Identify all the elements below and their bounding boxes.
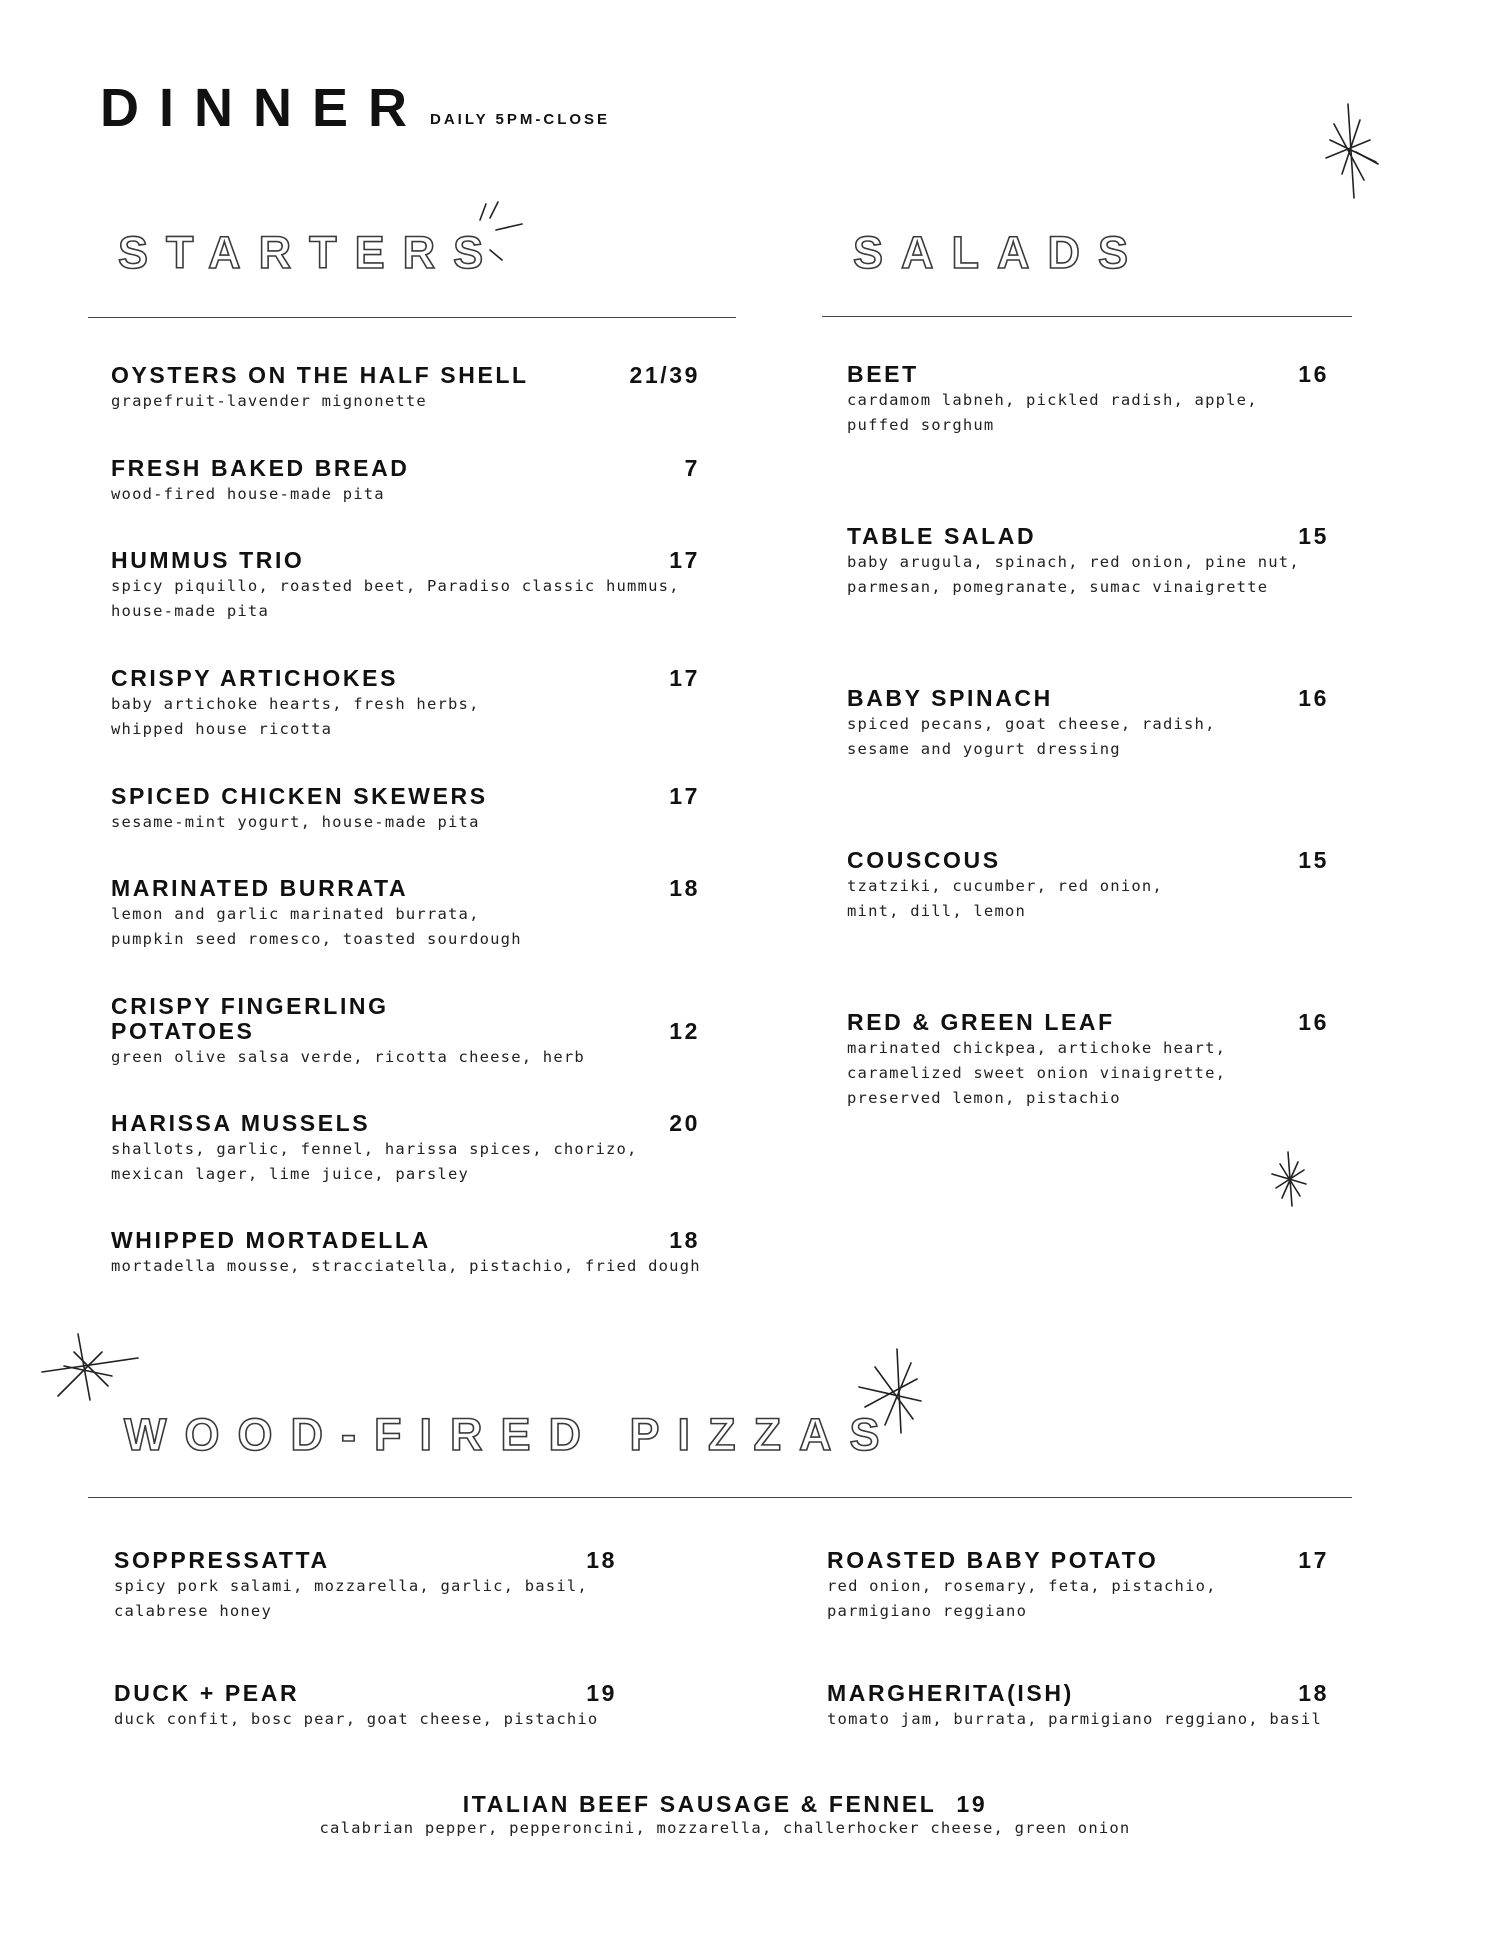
item-desc-line: whipped house ricotta [111,720,333,738]
item-desc-line: spiced pecans, goat cheese, radish, [847,715,1216,733]
item-name: TABLE SALAD [847,523,1037,549]
item-price: 18 [669,875,700,901]
item-desc-line: sesame and yogurt dressing [847,740,1121,758]
item-price: 17 [1298,1547,1329,1573]
starburst-lines-icon [462,198,528,268]
item-price: 20 [669,1110,700,1136]
item-price: 18 [586,1547,617,1573]
menu-item [827,1681,1329,1731]
item-name: BABY SPINACH [847,685,1053,711]
item-name: MARGHERITA(ISH) [827,1680,1074,1706]
menu-item [827,1548,1329,1623]
item-desc-line: mortadella mousse, stracciatella, pistachio, fried dough [111,1257,701,1275]
item-desc-line: calabrese honey [114,1602,272,1620]
item-desc-line: red onion, rosemary, feta, pistachio, [827,1577,1217,1595]
menu-item [111,666,700,741]
item-desc-line: calabrian pepper, pepperoncini, mozzarella, challerhocker cheese, green onion [319,1819,1131,1837]
item-desc-line: cardamom labneh, pickled radish, apple, [847,391,1258,409]
item-price: 15 [1298,847,1329,873]
sparkle-icon [1268,1150,1312,1210]
item-desc-line: spicy piquillo, roasted beet, Paradiso classic hummus, [111,577,680,595]
item-desc-line: parmesan, pomegranate, sumac vinaigrette [847,578,1269,596]
menu-title: DINNER [100,78,428,138]
item-name: BEET [847,361,919,387]
item-name: COUSCOUS [847,847,1001,873]
sparkle-icon [855,1345,925,1435]
menu-item [114,1681,617,1731]
item-price: 7 [684,455,700,481]
item-price: 15 [1298,523,1329,549]
item-desc-line: pumpkin seed romesco, toasted sourdough [111,930,522,948]
menu-item [111,784,700,834]
item-name: ITALIAN BEEF SAUSAGE & FENNEL [462,1791,937,1817]
menu-item [111,1228,700,1278]
item-name: SPICED CHICKEN SKEWERS [111,783,488,809]
item-name: HUMMUS TRIO [111,547,305,573]
item-desc-line: sesame-mint yogurt, house-made pita [111,813,480,831]
item-desc-line: house-made pita [111,602,269,620]
menu-item [111,363,700,413]
item-desc-line: green olive salsa verde, ricotta cheese, herb [111,1048,585,1066]
item-desc-line: caramelized sweet onion vinaigrette, [847,1064,1227,1082]
item-desc-line: mint, dill, lemon [847,902,1027,920]
item-price: 17 [669,665,700,691]
item-desc-line: marinated chickpea, artichoke heart, [847,1039,1227,1057]
item-price: 19 [956,1791,988,1817]
menu-item [111,994,700,1069]
item-price: 17 [669,783,700,809]
menu-hours: DAILY 5PM-CLOSE [430,111,611,128]
menu-item [847,524,1329,599]
item-desc-line: shallots, garlic, fennel, harissa spices, chorizo, [111,1140,638,1158]
item-price: 21/39 [629,362,700,388]
item-desc-line: baby arugula, spinach, red onion, pine nut, [847,553,1300,571]
menu-item [847,1010,1329,1110]
item-desc-line: preserved lemon, pistachio [847,1089,1121,1107]
item-desc-line: spicy pork salami, mozzarella, garlic, basil, [114,1577,588,1595]
item-price: 18 [669,1227,700,1253]
item-price: 17 [669,547,700,573]
item-name: CRISPY ARTICHOKES [111,665,399,691]
menu-item [114,1548,617,1623]
menu-item [0,1791,1450,1839]
item-name: DUCK + PEAR [114,1680,300,1706]
item-name: ROASTED BABY POTATO [827,1547,1159,1573]
item-desc-line: wood-fired house-made pita [111,485,385,503]
item-price: 16 [1298,361,1329,387]
menu-item [111,456,700,506]
item-name-line: POTATOES [111,1018,255,1044]
item-desc-line: tomato jam, burrata, parmigiano reggiano, basil [827,1710,1322,1728]
item-name: FRESH BAKED BREAD [111,455,410,481]
menu-item [111,876,700,951]
item-name: MARINATED BURRATA [111,875,409,901]
item-desc-line: duck confit, bosc pear, goat cheese, pistachio [114,1710,599,1728]
item-name: WHIPPED MORTADELLA [111,1227,431,1253]
salads-heading: SALADS [853,227,1147,278]
starters-heading: STARTERS [118,227,502,278]
item-name: RED & GREEN LEAF [847,1009,1115,1035]
starters-divider [88,317,736,318]
item-name: OYSTERS ON THE HALF SHELL [111,362,529,388]
item-desc-line: puffed sorghum [847,416,995,434]
sparkle-icon [40,1330,140,1402]
item-desc-line: grapefruit-lavender mignonette [111,392,427,410]
menu-item [847,686,1329,761]
pizzas-heading: WOOD-FIRED PIZZAS [124,1409,898,1460]
item-price: 16 [1298,685,1329,711]
sparkle-icon [1320,100,1380,210]
item-desc-line: lemon and garlic marinated burrata, [111,905,480,923]
salads-divider [822,316,1352,317]
menu-item [847,848,1329,923]
menu-item [111,1111,700,1186]
item-price: 18 [1298,1680,1329,1706]
item-price: 19 [586,1680,617,1706]
item-desc-line: tzatziki, cucumber, red onion, [847,877,1163,895]
pizzas-divider [88,1497,1352,1498]
item-name: HARISSA MUSSELS [111,1110,371,1136]
item-price: 16 [1298,1009,1329,1035]
item-desc-line: parmigiano reggiano [827,1602,1028,1620]
item-price: 12 [669,1018,700,1044]
menu-item [847,362,1329,437]
item-desc-line: baby artichoke hearts, fresh herbs, [111,695,480,713]
item-name: SOPPRESSATTA [114,1547,330,1573]
item-desc-line: mexican lager, lime juice, parsley [111,1165,470,1183]
item-name-line: CRISPY FINGERLING [111,993,389,1019]
menu-item [111,548,700,623]
